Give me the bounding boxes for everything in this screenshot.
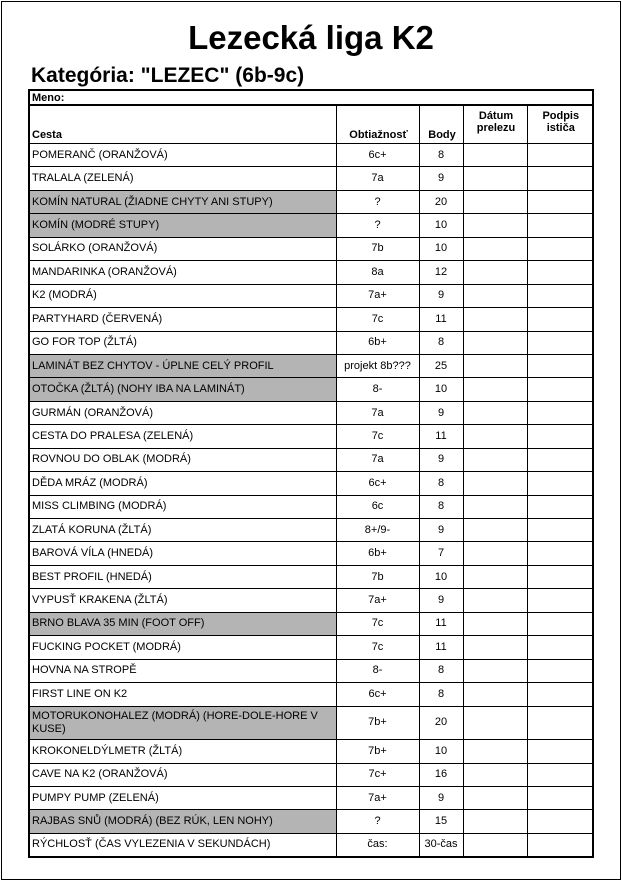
points-cell-text: 12 (434, 265, 448, 278)
difficulty-cell-text: projekt 8b??? (344, 359, 411, 372)
points-cell-text: 9 (437, 289, 445, 302)
route-cell-text: POMERANČ (ORANŽOVÁ) (32, 148, 168, 161)
table-row (29, 190, 593, 213)
signature-cell[interactable] (527, 401, 593, 424)
date-cell[interactable] (463, 833, 527, 857)
points-cell (419, 833, 463, 857)
route-cell (29, 787, 336, 810)
date-cell[interactable] (463, 519, 527, 542)
header-date-line2: prelezu (476, 122, 516, 135)
date-cell[interactable] (463, 495, 527, 518)
table-row (29, 284, 593, 307)
points-cell-text: 8 (437, 687, 445, 700)
route-cell (29, 683, 336, 706)
difficulty-cell (336, 636, 419, 659)
signature-cell[interactable] (527, 542, 593, 565)
difficulty-cell (336, 331, 419, 354)
difficulty-cell-text: 7c (371, 640, 384, 653)
difficulty-cell-text: 7c (371, 312, 384, 325)
points-cell-text: 9 (437, 172, 445, 185)
table-row (29, 378, 593, 401)
route-cell (29, 190, 336, 213)
difficulty-cell (336, 519, 419, 542)
difficulty-cell-text: 6c+ (368, 687, 387, 700)
points-cell-text: 9 (437, 791, 445, 804)
difficulty-cell (336, 472, 419, 495)
table-row (29, 167, 593, 190)
difficulty-cell-text: 7b (371, 570, 384, 583)
signature-cell[interactable] (527, 787, 593, 810)
table-row (29, 472, 593, 495)
header-date (463, 105, 527, 143)
date-cell[interactable] (463, 378, 527, 401)
route-cell (29, 519, 336, 542)
points-cell (419, 495, 463, 518)
date-cell[interactable] (463, 237, 527, 260)
route-cell (29, 167, 336, 190)
difficulty-cell (336, 308, 419, 331)
route-cell-text: K2 (MODRÁ) (32, 289, 97, 302)
route-cell (29, 565, 336, 588)
difficulty-cell (336, 565, 419, 588)
signature-cell[interactable] (527, 167, 593, 190)
table-row (29, 519, 593, 542)
route-cell (29, 612, 336, 635)
difficulty-cell-text: ? (374, 195, 381, 208)
difficulty-cell (336, 190, 419, 213)
points-cell-text: 20 (434, 195, 448, 208)
difficulty-cell-text: 7a+ (368, 791, 387, 804)
difficulty-cell (336, 706, 419, 740)
signature-cell[interactable] (527, 495, 593, 518)
table-row (29, 542, 593, 565)
difficulty-cell (336, 401, 419, 424)
difficulty-cell-text: 7c+ (368, 768, 387, 781)
table-row (29, 763, 593, 786)
table-row (29, 237, 593, 260)
route-cell (29, 659, 336, 682)
difficulty-cell (336, 237, 419, 260)
route-cell (29, 425, 336, 448)
header-points: Body (419, 105, 463, 143)
signature-cell[interactable] (527, 763, 593, 786)
signature-cell[interactable] (527, 659, 593, 682)
header-difficulty: Obtiažnosť (336, 105, 419, 143)
points-cell-text: 11 (435, 429, 447, 442)
signature-cell[interactable] (527, 448, 593, 471)
route-cell (29, 284, 336, 307)
date-cell[interactable] (463, 706, 527, 740)
name-label: Meno: (32, 91, 65, 104)
difficulty-cell (336, 787, 419, 810)
table-row (29, 659, 593, 682)
score-sheet-table (28, 89, 594, 858)
points-cell-text: 9 (437, 523, 445, 536)
points-cell (419, 589, 463, 612)
difficulty-cell (336, 378, 419, 401)
points-cell-text: 8 (437, 500, 445, 513)
points-cell (419, 740, 463, 763)
points-cell (419, 425, 463, 448)
signature-cell[interactable] (527, 284, 593, 307)
points-cell (419, 190, 463, 213)
points-cell-text: 8 (437, 336, 445, 349)
table-row (29, 636, 593, 659)
points-cell (419, 706, 463, 740)
points-cell-text: 10 (434, 570, 448, 583)
route-cell-text: MANDARINKA (ORANŽOVÁ) (32, 265, 177, 278)
difficulty-cell (336, 659, 419, 682)
signature-cell[interactable] (527, 565, 593, 588)
date-cell[interactable] (463, 787, 527, 810)
points-cell (419, 354, 463, 377)
route-cell-text: GO FOR TOP (ŽLTÁ) (32, 336, 137, 349)
points-cell-text: 20 (434, 716, 448, 729)
signature-cell[interactable] (527, 833, 593, 857)
difficulty-cell (336, 354, 419, 377)
header-row (29, 105, 593, 143)
table-row (29, 354, 593, 377)
date-cell[interactable] (463, 167, 527, 190)
table-row (29, 144, 593, 167)
points-cell (419, 519, 463, 542)
difficulty-cell-text: 7b+ (368, 716, 387, 729)
header-signature-line2: ističa (546, 122, 575, 135)
difficulty-cell-text: 8- (372, 664, 383, 677)
difficulty-cell-text: 7c (371, 617, 384, 630)
route-cell-text: CESTA DO PRALESA (ZELENÁ) (32, 429, 194, 442)
difficulty-cell-text: 7a+ (368, 594, 387, 607)
route-cell-text: VYPUSŤ KRAKENA (ŽLTÁ) (32, 594, 168, 607)
route-cell (29, 308, 336, 331)
difficulty-cell-text: 7b (371, 242, 384, 255)
table-row (29, 565, 593, 588)
route-cell (29, 354, 336, 377)
signature-cell[interactable] (527, 472, 593, 495)
route-cell-text: GURMÁN (ORANŽOVÁ) (32, 406, 153, 419)
difficulty-cell-text: 7a (371, 406, 384, 419)
route-cell (29, 495, 336, 518)
route-cell (29, 448, 336, 471)
date-cell[interactable] (463, 683, 527, 706)
route-cell-text: PARTYHARD (ČERVENÁ) (32, 312, 163, 325)
signature-cell[interactable] (527, 810, 593, 833)
date-cell[interactable] (463, 659, 527, 682)
route-cell-text: FIRST LINE ON K2 (32, 687, 128, 700)
route-cell-text: BEST PROFIL (HNEDÁ) (32, 570, 152, 583)
signature-cell[interactable] (527, 636, 593, 659)
difficulty-cell-text: 7c (371, 429, 384, 442)
points-cell (419, 401, 463, 424)
date-cell[interactable] (463, 425, 527, 448)
difficulty-cell-text: ? (374, 815, 381, 828)
route-cell-text: SOLÁRKO (ORANŽOVÁ) (32, 242, 158, 255)
points-cell (419, 448, 463, 471)
table-row (29, 833, 593, 857)
name-field[interactable] (29, 90, 593, 105)
points-cell-text: 10 (434, 242, 448, 255)
difficulty-cell (336, 612, 419, 635)
table-row (29, 740, 593, 763)
difficulty-cell (336, 763, 419, 786)
difficulty-cell (336, 740, 419, 763)
route-cell-text: HOVNA NA STROPĚ (32, 664, 137, 677)
route-cell-text: KOMÍN (MODRÉ STUPY) (32, 219, 160, 232)
signature-cell[interactable] (527, 683, 593, 706)
points-cell (419, 261, 463, 284)
date-cell[interactable] (463, 354, 527, 377)
difficulty-cell-text: 6c+ (368, 148, 387, 161)
difficulty-cell-text: 8- (372, 383, 383, 396)
points-cell (419, 378, 463, 401)
signature-cell[interactable] (527, 308, 593, 331)
signature-cell[interactable] (527, 706, 593, 740)
points-cell (419, 167, 463, 190)
points-cell (419, 636, 463, 659)
difficulty-cell-text: 8+/9- (364, 523, 391, 536)
route-cell (29, 472, 336, 495)
difficulty-cell (336, 261, 419, 284)
difficulty-cell-text: ? (374, 219, 381, 232)
points-cell-text: 30-čas (424, 838, 458, 851)
route-cell-text: BAROVÁ VÍLA (HNEDÁ) (32, 547, 154, 560)
route-cell-text: CAVE NA K2 (ORANŽOVÁ) (32, 768, 168, 781)
date-cell[interactable] (463, 261, 527, 284)
header-date-line1: Dátum (478, 110, 514, 123)
route-cell-text: RÝCHLOSŤ (ČAS VYLEZENIA V SEKUNDÁCH) (32, 838, 271, 851)
points-cell-text: 9 (437, 406, 445, 419)
signature-cell[interactable] (527, 261, 593, 284)
points-cell-text: 9 (437, 594, 445, 607)
date-cell[interactable] (463, 810, 527, 833)
route-cell-text: BRNO BLAVA 35 MIN (FOOT OFF) (32, 617, 205, 630)
points-cell (419, 659, 463, 682)
difficulty-cell-text: 6c+ (368, 476, 387, 489)
route-cell-text: KROKONELDÝLMETR (ŽLTÁ) (32, 744, 183, 757)
header-route: Cesta (29, 105, 336, 143)
difficulty-cell (336, 810, 419, 833)
difficulty-cell (336, 542, 419, 565)
points-cell (419, 331, 463, 354)
table-row (29, 401, 593, 424)
points-cell-text: 10 (434, 744, 448, 757)
route-cell (29, 144, 336, 167)
route-cell-text: DĚDA MRÁZ (MODRÁ) (32, 476, 148, 489)
points-cell-text: 10 (434, 383, 448, 396)
date-cell[interactable] (463, 472, 527, 495)
signature-cell[interactable] (527, 331, 593, 354)
table-row (29, 425, 593, 448)
route-cell (29, 589, 336, 612)
route-cell (29, 810, 336, 833)
points-cell (419, 763, 463, 786)
difficulty-cell (336, 167, 419, 190)
difficulty-cell-text: čas: (367, 838, 388, 851)
route-cell (29, 378, 336, 401)
points-cell (419, 810, 463, 833)
route-cell (29, 401, 336, 424)
points-cell (419, 214, 463, 237)
difficulty-cell-text: 7a (371, 453, 384, 466)
date-cell[interactable] (463, 589, 527, 612)
points-cell-text: 15 (434, 815, 448, 828)
date-cell[interactable] (463, 308, 527, 331)
table-row (29, 683, 593, 706)
points-cell (419, 683, 463, 706)
header-signature-line1: Podpis (542, 110, 580, 123)
points-cell-text: 11 (435, 617, 447, 630)
route-cell-text: LAMINÁT BEZ CHYTOV - ÚPLNE CELÝ PROFIL (32, 359, 274, 372)
date-cell[interactable] (463, 144, 527, 167)
points-cell (419, 237, 463, 260)
route-cell-text: KOMÍN NATURAL (ŽIADNE CHYTY ANI STUPY) (32, 195, 273, 208)
route-cell (29, 331, 336, 354)
points-cell-text: 10 (434, 219, 448, 232)
points-cell-text: 8 (437, 664, 445, 677)
route-cell (29, 740, 336, 763)
route-cell (29, 237, 336, 260)
points-cell (419, 542, 463, 565)
difficulty-cell (336, 833, 419, 857)
points-cell-text: 11 (435, 640, 447, 653)
route-cell-text: ZLATÁ KORUNA (ŽLTÁ) (32, 523, 152, 536)
points-cell-text: 16 (434, 768, 448, 781)
table-row (29, 787, 593, 810)
points-cell (419, 565, 463, 588)
points-cell-text: 11 (435, 312, 447, 325)
signature-cell[interactable] (527, 237, 593, 260)
difficulty-cell-text: 6b+ (368, 336, 387, 349)
route-cell-text: OTOČKA (ŽLTÁ) (NOHY IBA NA LAMINÁT) (32, 383, 245, 396)
difficulty-cell-text: 7a (371, 172, 384, 185)
route-cell (29, 763, 336, 786)
table-row (29, 448, 593, 471)
signature-cell[interactable] (527, 190, 593, 213)
difficulty-cell (336, 683, 419, 706)
date-cell[interactable] (463, 214, 527, 237)
difficulty-cell (336, 495, 419, 518)
signature-cell[interactable] (527, 589, 593, 612)
points-cell-text: 9 (437, 453, 445, 466)
date-cell[interactable] (463, 612, 527, 635)
route-cell-text: TRALALA (ZELENÁ) (32, 172, 134, 185)
signature-cell[interactable] (527, 612, 593, 635)
date-cell[interactable] (463, 565, 527, 588)
points-cell-text: 8 (437, 476, 445, 489)
date-cell[interactable] (463, 740, 527, 763)
points-cell (419, 308, 463, 331)
table-row (29, 308, 593, 331)
signature-cell[interactable] (527, 740, 593, 763)
signature-cell[interactable] (527, 378, 593, 401)
points-cell (419, 144, 463, 167)
route-cell (29, 833, 336, 857)
signature-cell[interactable] (527, 214, 593, 237)
date-cell[interactable] (463, 401, 527, 424)
signature-cell[interactable] (527, 425, 593, 448)
route-cell-text: FUCKING POCKET (MODRÁ) (32, 640, 181, 653)
route-cell-text: MISS CLIMBING (MODRÁ) (32, 500, 167, 513)
signature-cell[interactable] (527, 519, 593, 542)
date-cell[interactable] (463, 763, 527, 786)
points-cell-text: 7 (437, 547, 445, 560)
points-cell (419, 472, 463, 495)
route-cell (29, 261, 336, 284)
table-row (29, 612, 593, 635)
points-cell-text: 25 (434, 359, 448, 372)
difficulty-cell-text: 7a+ (368, 289, 387, 302)
table-row (29, 810, 593, 833)
route-cell-text: ROVNOU DO OBLAK (MODRÁ) (32, 453, 191, 466)
difficulty-cell (336, 144, 419, 167)
date-cell[interactable] (463, 331, 527, 354)
route-cell-text: MOTORUKONOHALEZ (MODRÁ) (HORE-DOLE-HORE V KUSE) (32, 709, 318, 735)
difficulty-cell (336, 448, 419, 471)
difficulty-cell-text: 7b+ (368, 744, 387, 757)
route-cell-text: RAJBAS SNŮ (MODRÁ) (BEZ RÚK, LEN NOHY) (32, 815, 273, 828)
difficulty-cell-text: 8a (371, 265, 384, 278)
points-cell (419, 284, 463, 307)
route-cell (29, 542, 336, 565)
points-cell (419, 787, 463, 810)
difficulty-cell (336, 284, 419, 307)
difficulty-cell-text: 6b+ (368, 547, 387, 560)
category-heading: Kategória: "LEZEC" (6b-9c) (31, 64, 305, 87)
signature-cell[interactable] (527, 144, 593, 167)
table-row (29, 495, 593, 518)
table-row (29, 589, 593, 612)
difficulty-cell-text: 6c (371, 500, 384, 513)
table-row (29, 261, 593, 284)
date-cell[interactable] (463, 636, 527, 659)
date-cell[interactable] (463, 542, 527, 565)
date-cell[interactable] (463, 190, 527, 213)
date-cell[interactable] (463, 448, 527, 471)
route-cell (29, 636, 336, 659)
difficulty-cell (336, 589, 419, 612)
route-cell-text: PUMPY PUMP (ZELENÁ) (32, 791, 159, 804)
difficulty-cell (336, 425, 419, 448)
points-cell-text: 8 (437, 148, 445, 161)
difficulty-cell (336, 214, 419, 237)
table-row (29, 214, 593, 237)
name-row (29, 90, 593, 105)
header-signature (527, 105, 593, 143)
points-cell (419, 612, 463, 635)
route-cell (29, 214, 336, 237)
page-title: Lezecká liga K2 (188, 19, 434, 56)
signature-cell[interactable] (527, 354, 593, 377)
route-cell (29, 706, 336, 740)
table-row (29, 331, 593, 354)
table-row (29, 706, 593, 740)
date-cell[interactable] (463, 284, 527, 307)
